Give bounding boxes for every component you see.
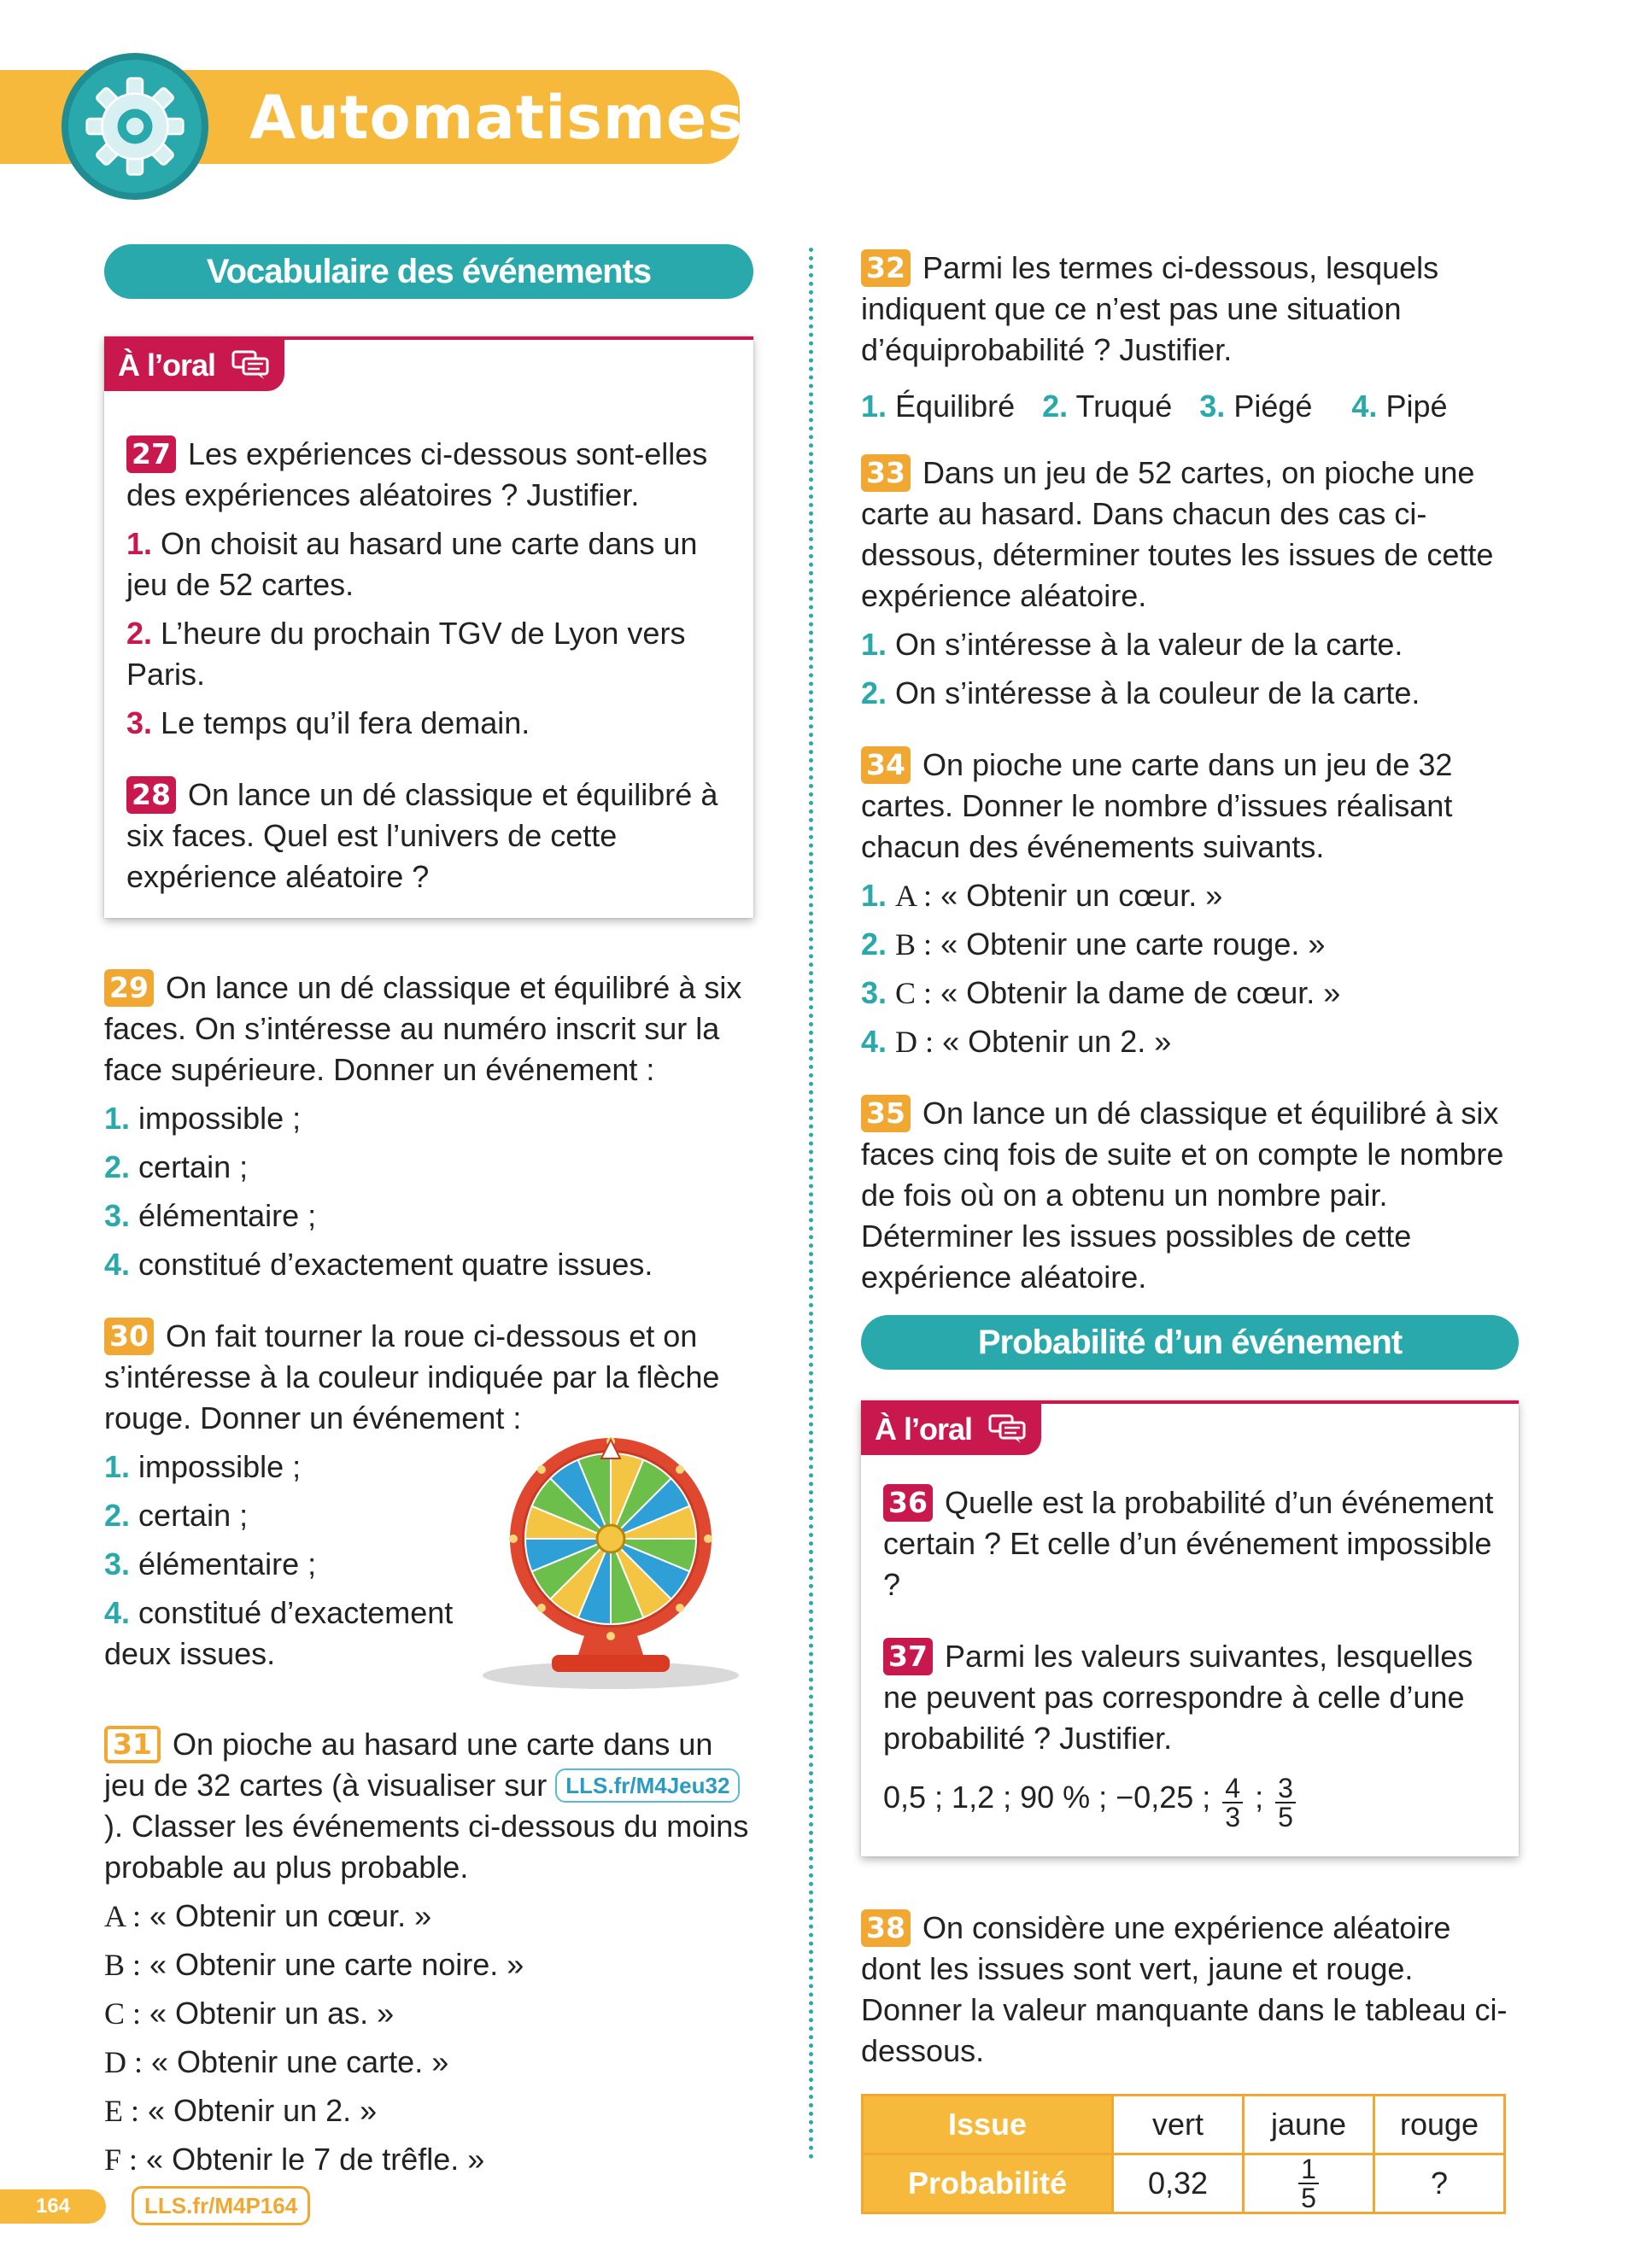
separator: ; [1255, 1780, 1264, 1815]
oral-label: À l’oral [118, 348, 216, 383]
section-title-vocabulary: Vocabulaire des événements [104, 244, 753, 299]
list-item [861, 673, 1519, 714]
right-column [861, 248, 1519, 2214]
event-key: A : [895, 879, 933, 913]
event-item [104, 1993, 753, 2034]
left-column [104, 244, 753, 2180]
list-item [104, 1244, 753, 1285]
item-number: 3. [104, 1546, 131, 1581]
exercise-number: 32 [861, 249, 911, 287]
item-text: « Obtenir une carte rouge. » [940, 926, 1326, 962]
event-text: « Obtenir un cœur. » [149, 1898, 432, 1933]
exercise-number: 28 [126, 776, 176, 814]
card-game-link[interactable]: LLS.fr/M4Jeu32 [555, 1768, 740, 1803]
list-item [104, 1195, 753, 1236]
fraction-denominator: 5 [1301, 2183, 1316, 2213]
list-item [861, 875, 1519, 916]
values-list [883, 1774, 1498, 1831]
item-number: 1. [861, 878, 887, 913]
exercise-30-body [104, 1447, 753, 1675]
exercise-38 [861, 1908, 1519, 2072]
exercise-text: On lance un dé classique et équilibré à six faces. On s’intéresse au numéro inscrit sur la face supérieure. Donner un événement : [104, 970, 742, 1087]
item-text: On s’intéresse à la valeur de la carte. [895, 627, 1403, 662]
event-key: D : [895, 1025, 934, 1059]
speech-bubble-icon [988, 1414, 1026, 1445]
exercise-text: On considère une expérience aléatoire dont les issues sont vert, jaune et rouge. Donner la valeur manquante dans le tableau ci-dessous. [861, 1910, 1508, 2068]
exercise-27 [126, 434, 733, 516]
item-number: 3. [126, 705, 153, 740]
exercise-text: Dans un jeu de 52 cartes, on pioche une carte au hasard. Dans chacun des cas ci-dessous, déterminer toutes les issues de cette expérience aléatoire. [861, 455, 1494, 613]
table-cell: vert [1113, 2096, 1244, 2154]
event-text: « Obtenir un as. » [149, 1996, 395, 2031]
item-text: Truqué [1075, 389, 1173, 424]
table-header-cell: Probabilité [863, 2154, 1113, 2213]
item-number: 4. [104, 1595, 131, 1630]
item-text: élémentaire ; [138, 1546, 317, 1581]
item-text: « Obtenir la dame de cœur. » [940, 975, 1341, 1010]
event-text: « Obtenir une carte. » [151, 2044, 449, 2079]
item-number: 1. [861, 627, 887, 662]
exercise-number: 29 [104, 969, 154, 1007]
exercise-28 [126, 775, 733, 897]
spinning-wheel-illustration [470, 1436, 752, 1692]
fraction-denominator: 5 [1278, 1802, 1293, 1833]
fraction-numerator: 3 [1275, 1774, 1296, 1803]
event-item [104, 2090, 753, 2131]
table-cell [1244, 2154, 1374, 2213]
exercise-text: ). Classer les événements ci-dessous du moins probable au plus probable. [104, 1809, 749, 1885]
table-row [863, 2154, 1505, 2213]
exercise-text: On pioche au hasard une carte dans un jeu de 32 cartes (à visualiser sur [104, 1727, 713, 1803]
event-text: « Obtenir une carte noire. » [149, 1947, 524, 1982]
exercise-35 [861, 1093, 1519, 1298]
item-number: 2. [104, 1498, 131, 1533]
exercise-text: Parmi les termes ci-dessous, lesquels indiquent que ce n’est pas une situation d’équiprobabilité ? Justifier. [861, 250, 1439, 367]
exercise-32 [861, 248, 1519, 371]
event-item [104, 1944, 753, 1985]
oral-label: À l’oral [875, 1412, 973, 1447]
list-item [104, 1147, 753, 1188]
item-text: constitué d’exactement quatre issues. [138, 1247, 653, 1282]
list-item [861, 973, 1519, 1014]
list-item [104, 1593, 472, 1675]
item-number: 4. [104, 1247, 131, 1282]
oral-box [861, 1400, 1519, 1856]
list-item [126, 613, 733, 695]
gear-icon [80, 72, 190, 181]
exercise-number: 36 [883, 1484, 933, 1522]
exercise-number: 38 [861, 1909, 911, 1947]
item-number: 2. [1042, 389, 1069, 424]
item-text: On choisit au hasard une carte dans un jeu de 52 cartes. [126, 526, 698, 602]
item-text: Équilibré [895, 389, 1016, 424]
item-number: 3. [1199, 389, 1226, 424]
table-cell: 0,32 [1113, 2154, 1244, 2213]
exercise-31 [104, 1724, 753, 1888]
list-item [861, 1021, 1519, 1062]
fraction-3-5 [1275, 1774, 1296, 1831]
item-text: L’heure du prochain TGV de Lyon vers Paris. [126, 616, 686, 692]
list-item [104, 1098, 753, 1139]
list-item [861, 924, 1519, 965]
exercise-number: 27 [126, 435, 176, 473]
event-key: F : [104, 2142, 138, 2177]
event-key: B : [104, 1948, 142, 1982]
event-key: D : [104, 2045, 143, 2079]
item-text: impossible ; [138, 1449, 302, 1484]
event-key: A : [104, 1899, 142, 1933]
table-row [863, 2096, 1505, 2154]
exercise-text: On lance un dé classique et équilibré à six faces cinq fois de suite et on compte le nombre de fois où on a obtenu un nombre pair. Déterminer les issues possibles de cette expérience aléatoire. [861, 1096, 1504, 1295]
page-number: 164 [0, 2189, 106, 2224]
header-badge [62, 53, 208, 200]
exercise-text: On pioche une carte dans un jeu de 32 cartes. Donner le nombre d’issues réalisant chacun des événements suivants. [861, 747, 1453, 864]
list-item [861, 624, 1519, 665]
item-text: Pipé [1385, 389, 1448, 424]
fraction-1-5 [1298, 2155, 1319, 2212]
footer-link[interactable]: LLS.fr/M4P164 [132, 2186, 310, 2225]
list-item [126, 523, 733, 605]
exercise-number: 30 [104, 1318, 154, 1355]
item-number: 4. [1351, 389, 1378, 424]
oral-box [104, 336, 753, 918]
item-number: 1. [126, 526, 153, 561]
exercise-34 [861, 745, 1519, 868]
item-text: « Obtenir un 2. » [942, 1024, 1172, 1059]
item-number: 3. [861, 975, 887, 1010]
exercise-number: 37 [883, 1638, 933, 1675]
table-cell: jaune [1244, 2096, 1374, 2154]
exercise-text: Quelle est la probabilité d’un événement certain ? Et celle d’un événement impossible ? [883, 1485, 1494, 1602]
item-number: 2. [126, 616, 153, 651]
event-item [104, 2042, 753, 2083]
column-divider [809, 248, 813, 2160]
exercise-36 [883, 1482, 1498, 1605]
event-key: E : [104, 2094, 139, 2128]
item-text: « Obtenir un cœur. » [940, 878, 1223, 913]
exercise-text: Parmi les valeurs suivantes, lesquelles ne peuvent pas correspondre à celle d’une probabilité ? Justifier. [883, 1639, 1473, 1756]
event-key: C : [104, 1996, 142, 2031]
speech-bubble-icon [231, 350, 269, 381]
item-number: 1. [861, 389, 887, 424]
item-text: élémentaire ; [138, 1198, 317, 1233]
values-text: 0,5 ; 1,2 ; 90 % ; −0,25 ; [883, 1780, 1211, 1815]
fraction-numerator: 4 [1222, 1774, 1243, 1803]
exercise-number: 35 [861, 1095, 911, 1132]
page-title: Automatismes [249, 83, 744, 153]
exercise-text: On fait tourner la roue ci-dessous et on s’intéresse à la couleur indiquée par la flèche rouge. Donner un événement : [104, 1318, 720, 1435]
item-number: 2. [861, 675, 887, 710]
item-text: Le temps qu’il fera demain. [161, 705, 530, 740]
exercise-text: On lance un dé classique et équilibré à six faces. Quel est l’univers de cette expérience aléatoire ? [126, 777, 718, 894]
exercise-number: 34 [861, 746, 911, 784]
exercise-number: 33 [861, 454, 911, 492]
item-number: 2. [104, 1149, 131, 1184]
exercise-30 [104, 1316, 753, 1439]
item-number: 3. [104, 1198, 131, 1233]
event-text: « Obtenir le 7 de trêfle. » [146, 2142, 485, 2177]
exercise-29 [104, 967, 753, 1090]
event-item [104, 1896, 753, 1937]
fraction-numerator: 1 [1298, 2155, 1319, 2184]
terms-row [861, 386, 1519, 427]
item-text: Piégé [1233, 389, 1313, 424]
item-text: On s’intéresse à la couleur de la carte. [895, 675, 1420, 710]
oral-tag [104, 340, 284, 391]
item-number: 1. [104, 1101, 131, 1136]
list-item [126, 703, 733, 744]
table-cell: rouge [1374, 2096, 1505, 2154]
event-item [104, 2139, 753, 2180]
item-text: impossible ; [138, 1101, 302, 1136]
fraction-4-3 [1222, 1774, 1243, 1831]
item-text: certain ; [138, 1498, 249, 1533]
exercise-33 [861, 453, 1519, 617]
event-text: « Obtenir un 2. » [148, 2093, 378, 2128]
probability-table [861, 2094, 1506, 2214]
event-key: B : [895, 927, 933, 962]
exercise-text: Les expériences ci-dessous sont-elles des expériences aléatoires ? Justifier. [126, 436, 708, 512]
item-number: 4. [861, 1024, 887, 1059]
fraction-denominator: 3 [1225, 1802, 1241, 1833]
item-text: constitué d’exactement deux issues. [104, 1595, 454, 1671]
oral-tag [861, 1404, 1041, 1455]
item-number: 1. [104, 1449, 131, 1484]
item-number: 2. [861, 926, 887, 962]
exercise-number: 31 [104, 1726, 161, 1763]
event-key: C : [895, 976, 933, 1010]
section-title-probability: Probabilité d’un événement [861, 1315, 1519, 1370]
exercise-37 [883, 1636, 1498, 1759]
item-text: certain ; [138, 1149, 249, 1184]
table-cell: ? [1374, 2154, 1505, 2213]
table-header-cell: Issue [863, 2096, 1113, 2154]
